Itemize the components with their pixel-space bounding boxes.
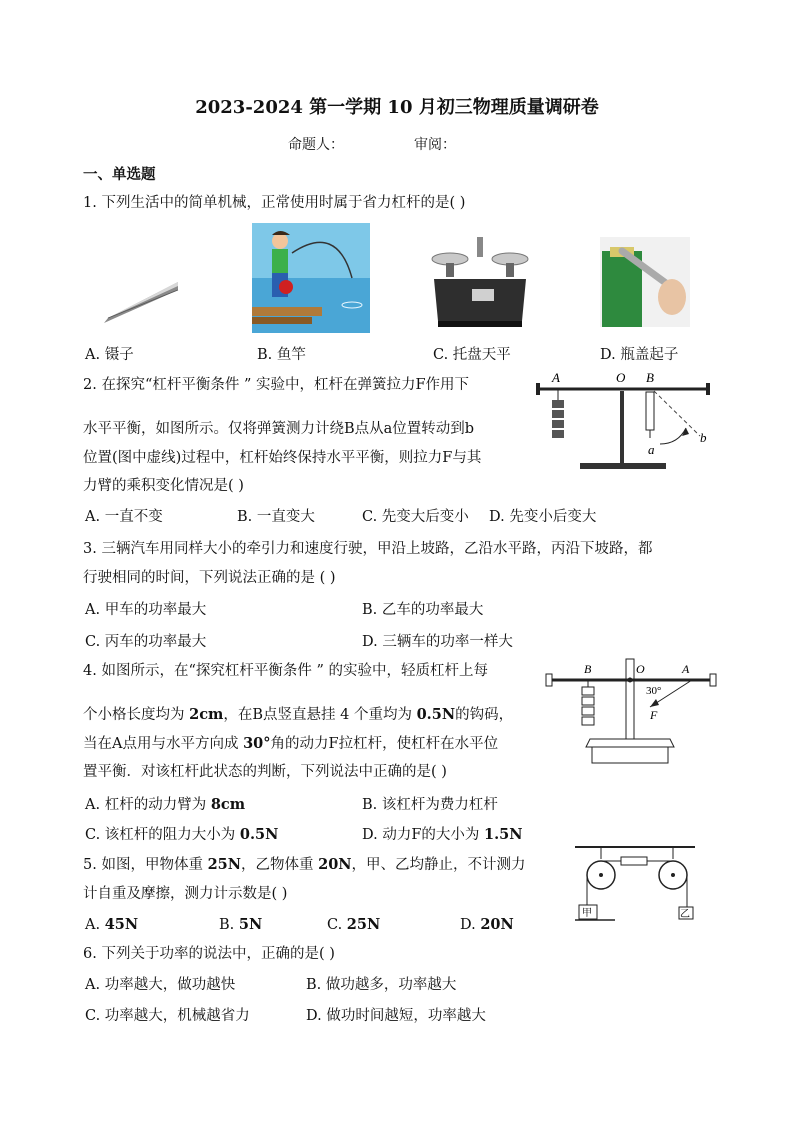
q4-line-2 <box>83 705 513 725</box>
q4-option-c-value: 0.5N <box>239 826 279 843</box>
bottle-opener-image <box>600 237 690 327</box>
q2-line-4: 力臂的乘积变化情况是( ) <box>83 478 244 494</box>
q4-line-2-text-b: ，在B点竖直悬挂 4 个重均为 <box>223 707 417 723</box>
reviewer-label: 审阅： <box>414 137 456 153</box>
q1-stem: 1. 下列生活中的简单机械，正常使用时属于省力杠杆的是( ) <box>83 195 466 211</box>
q2-line-1: 2. 在探究“杠杆平衡条件 ” 实验中，杠杆在弹簧拉力F作用下 <box>83 377 470 393</box>
q4-option-d-value: 1.5N <box>484 826 523 843</box>
q5-option-b-text: B. <box>219 917 239 933</box>
q4-option-a <box>85 795 245 815</box>
q1-option-d: D. 瓶盖起子 <box>600 347 679 363</box>
q6-option-d: D. 做功时间越短，功率越大 <box>306 1008 486 1024</box>
q4-line-3-text-b: 角的动力F拉杠杆，使杠杆在水平位 <box>270 736 499 752</box>
tweezers-image <box>100 270 180 330</box>
q4-option-a-text: A. 杠杆的动力臂为 <box>85 797 211 813</box>
q5-option-a <box>85 915 138 935</box>
lever-spring-figure <box>528 366 718 476</box>
q2-label-b-point: B <box>646 370 654 385</box>
q5-option-d-value: 20N <box>480 916 514 933</box>
q5-option-b-value: 5N <box>238 916 263 933</box>
q2-line-2: 水平平衡，如图所示。仅将弹簧测力计绕B点从a位置转动到b <box>83 421 475 437</box>
q5-option-c <box>327 915 380 935</box>
weight-yi: 20N <box>318 856 352 873</box>
q2-option-a: A. 一直不变 <box>85 509 163 525</box>
force-angle: 30° <box>243 735 271 752</box>
q5-option-c-value: 25N <box>346 916 381 933</box>
q3-option-c: C. 丙车的功率最大 <box>85 634 207 650</box>
q4-option-d-text: D. 动力F的大小为 <box>362 827 484 843</box>
q1-option-c: C. 托盘天平 <box>433 347 511 363</box>
q5-line-1-text-a: 5. 如图，甲物体重 <box>83 857 208 873</box>
lever-angle-figure <box>542 655 720 770</box>
exam-title: 2023-2024 第一学期 10 月初三物理质量调研卷 <box>195 97 599 118</box>
q4-option-b <box>362 795 498 815</box>
q3-option-b: B. 乙车的功率最大 <box>362 602 484 618</box>
q5-label-yi: 乙 <box>680 909 690 920</box>
q4-label-b: B <box>584 662 592 676</box>
q5-option-b <box>219 915 262 935</box>
pulley-figure <box>575 845 695 925</box>
q5-line-1-text-c: ，甲、乙均静止，不计测力 <box>351 857 526 873</box>
q4-label-o: O <box>636 662 645 676</box>
q4-option-d <box>362 825 522 845</box>
q2-option-d: D. 先变小后变大 <box>489 509 597 525</box>
q4-label-f: F <box>650 708 658 722</box>
q6-option-c: C. 功率越大，机械越省力 <box>85 1008 250 1024</box>
q4-line-2-text-a: 个小格长度均为 <box>83 707 190 723</box>
q5-label-jia: 甲 <box>582 908 592 919</box>
q4-option-c-text: C. 该杠杆的阻力大小为 <box>85 827 240 843</box>
author-label: 命题人： <box>288 137 344 153</box>
q4-line-4: 置平衡．对该杠杆此状态的判断，下列说法中正确的是( ) <box>83 764 447 780</box>
q5-option-a-text: A. <box>85 917 105 933</box>
fishing-rod-image <box>252 223 370 333</box>
q1-option-a: A. 镊子 <box>85 347 134 363</box>
q5-line-2: 计自重及摩擦，测力计示数是( ) <box>83 886 288 902</box>
q4-option-c <box>85 825 278 845</box>
q5-line-1-text-b: ，乙物体重 <box>241 857 319 873</box>
q4-line-3-text-a: 当在A点用与水平方向成 <box>83 736 244 752</box>
q1-option-b: B. 鱼竿 <box>257 347 306 363</box>
segment-length: 2cm <box>189 706 224 723</box>
q6-option-b: B. 做功越多，功率越大 <box>306 977 457 993</box>
q4-option-a-value: 8cm <box>210 796 246 813</box>
q2-label-a-pos: a <box>648 442 655 457</box>
q2-option-b: B. 一直变大 <box>237 509 315 525</box>
weight-jia: 25N <box>207 856 241 873</box>
q3-option-a: A. 甲车的功率最大 <box>85 602 207 618</box>
q2-label-o: O <box>616 370 626 385</box>
q2-option-c: C. 先变大后变小 <box>362 509 469 525</box>
q5-option-d-text: D. <box>460 917 481 933</box>
q6-stem: 6. 下列关于功率的说法中，正确的是( ) <box>83 946 335 962</box>
q6-option-a: A. 功率越大，做功越快 <box>85 977 236 993</box>
hook-weight: 0.5N <box>416 706 456 723</box>
q4-line-1: 4. 如图所示，在“探究杠杆平衡条件 ” 的实验中，轻质杠杆上每 <box>83 663 488 679</box>
q3-line-1: 3. 三辆汽车用同样大小的牵引力和速度行驶，甲沿上坡路，乙沿水平路，丙沿下坡路，都 <box>83 541 653 557</box>
q4-label-a: A <box>682 662 690 676</box>
balance-scale-image <box>428 235 532 329</box>
q3-option-d: D. 三辆车的功率一样大 <box>362 634 513 650</box>
q5-line-1 <box>83 855 526 875</box>
q5-option-c-text: C. <box>327 917 347 933</box>
q2-label-b-pos: b <box>700 430 707 445</box>
q4-option-b-text: B. 该杠杆为费力杠杆 <box>362 797 498 813</box>
q4-label-angle: 30° <box>646 685 662 697</box>
q2-line-3: 位置(图中虚线)过程中，杠杆始终保持水平平衡，则拉力F与其 <box>83 450 482 466</box>
q2-label-a-point: A <box>552 370 560 385</box>
q5-option-a-value: 45N <box>104 916 139 933</box>
q4-line-2-text-c: 的钩码， <box>455 707 514 723</box>
section-heading: 一、单选题 <box>83 166 156 183</box>
q4-line-3 <box>83 734 498 754</box>
q5-option-d <box>460 915 514 935</box>
q3-line-2: 行驶相同的时间，下列说法正确的是 ( ) <box>83 570 336 586</box>
